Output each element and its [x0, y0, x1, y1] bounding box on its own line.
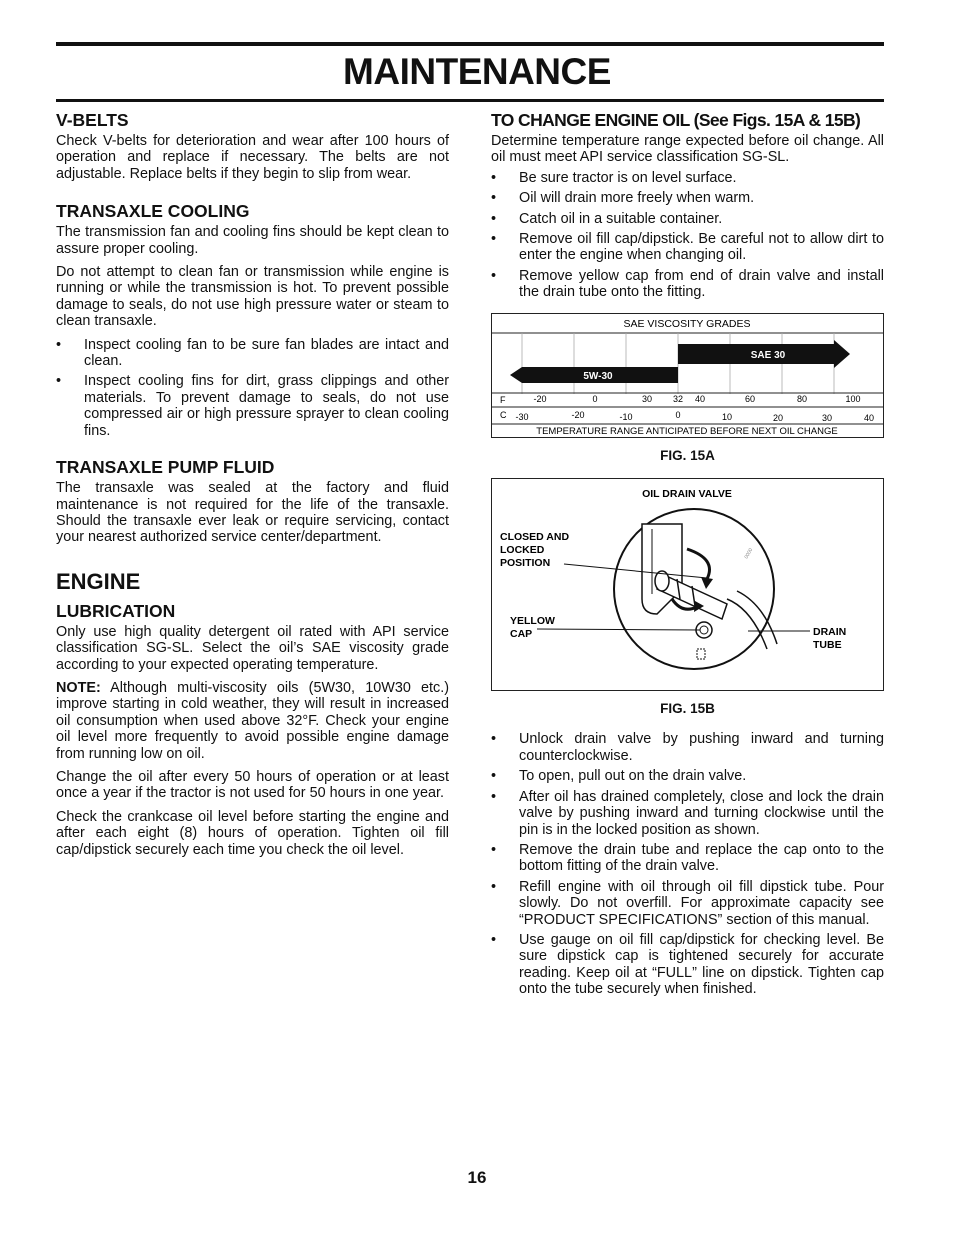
cooling-paragraph-1: The transmission fan and cooling fins should be kept clean to assure proper cooling. — [56, 224, 449, 257]
list-item: • Oil will drain more freely when warm. — [491, 190, 884, 206]
note-paragraph — [56, 680, 449, 762]
list-item: • Remove oil fill cap/dipstick. Be careful not to allow dirt to enter the engine when changing oil. — [491, 231, 884, 264]
list-item: • Use gauge on oil fill cap/dipstick for checking level. Be sure dipstick cap is tightened securely for accurate reading. Keep oil at “FULL” line on dipstick. Tighten cap onto the tube securely when finished. — [491, 932, 884, 998]
lubrication-paragraph: Only use high quality detergent oil rated with API service classification SG-SL. Select the oil’s SAE viscosity grade according to your expected operating temperature. — [56, 623, 449, 673]
header-rule-bottom — [56, 99, 884, 102]
f-tick: -20 — [533, 393, 547, 404]
closed-locked-label: CLOSED AND LOCKED POSITION — [500, 531, 570, 570]
list-item: • Inspect cooling fins for dirt, grass clippings and other materials. To prevent damage to seals, do not use compressed air or high pressure sprayer to clean cooling fins. — [56, 373, 449, 439]
note-label: NOTE: — [56, 679, 101, 696]
c-tick: -20 — [571, 409, 585, 420]
list-item: • Remove the drain tube and replace the cap onto to the bottom fitting of the drain valve. — [491, 842, 884, 875]
drain-tube-label: DRAIN TUBE — [813, 626, 847, 652]
list-item: • Catch oil in a suitable container. — [491, 211, 884, 227]
left-column — [56, 110, 449, 865]
list-item: • Refill engine with oil through oil fill dipstick tube. Pour slowly. Do not overfill. For approximate capacity see “PRODUCT SPECIFICATIONS” section of this manual. — [491, 879, 884, 928]
f-tick: 32 — [672, 393, 684, 404]
change-oil-intro: Determine temperature range expected before oil change. All oil must meet API service classification SG-SL. — [491, 133, 884, 166]
note-text: Although multi-viscosity oils (5W30, 10W30 etc.) improve starting in cold weather, they will result in increased oil consumption when used above 32°F. Check your engine oil level more frequently to avoid possible engine damage from running low on oil. — [56, 679, 449, 762]
pump-fluid-paragraph: The transaxle was sealed at the factory and fluid maintenance is not required for the life of the transaxle. Should the transaxle ever leak or require servicing, contact your nearest authorized service center/department. — [56, 480, 449, 546]
crankcase-check-paragraph: Check the crankcase oil level before starting the engine and after each eight (8) hours of operation. Tighten oil fill cap/dipstick securely each time you check the oil level. — [56, 808, 449, 858]
fig-15b-caption: FIG. 15B — [660, 701, 715, 717]
cooling-bullet-list — [56, 337, 449, 439]
c-tick: 40 — [863, 412, 875, 423]
list-item: • Remove yellow cap from end of drain valve and install the drain tube onto the fitting. — [491, 268, 884, 301]
change-engine-oil-heading: TO CHANGE ENGINE OIL (See Figs. 15A & 15B) — [491, 110, 861, 130]
c-tick: -10 — [619, 411, 633, 422]
c-tick: -30 — [515, 411, 529, 422]
change-oil-bullet-list — [491, 170, 884, 301]
cooling-paragraph-2: Do not attempt to clean fan or transmission while engine is running or while the transmission is hot. To prevent possible damage to seals, do not use high pressure water or steam to clean transaxle. — [56, 264, 449, 330]
transaxle-pump-fluid-heading: TRANSAXLE PUMP FLUID — [56, 457, 275, 478]
drain-steps-bullet-list — [491, 731, 884, 997]
bar-5w30-label: 5W-30 — [583, 370, 613, 382]
oil-change-interval-paragraph: Change the oil after every 50 hours of operation or at least once a year if the tractor is not used for 50 hours in one year. — [56, 768, 449, 802]
list-item: • Unlock drain valve by pushing inward and turning counterclockwise. — [491, 731, 884, 764]
f-tick: 100 — [845, 393, 861, 404]
viscosity-chart — [491, 313, 884, 438]
c-tick: 0 — [675, 409, 681, 420]
yellow-cap-label: YELLOW CAP — [510, 615, 555, 641]
lubrication-heading: LUBRICATION — [56, 600, 176, 621]
header-rule-top — [56, 42, 884, 46]
c-tick: 30 — [821, 412, 833, 423]
vbelts-heading: V-BELTS — [56, 110, 129, 130]
list-item: • Inspect cooling fan to be sure fan blades are intact and clean. — [56, 337, 449, 370]
page-number: 16 — [467, 1168, 487, 1187]
c-tick: 20 — [772, 412, 784, 423]
f-tick: 80 — [796, 393, 808, 404]
celsius-label: C — [500, 409, 507, 420]
oil-drain-valve-title: OIL DRAIN VALVE — [642, 488, 732, 501]
engine-heading: ENGINE — [56, 568, 141, 594]
f-tick: 0 — [592, 393, 598, 404]
svg-text:0000: 0000 — [743, 547, 755, 561]
list-item: • To open, pull out on the drain valve. — [491, 768, 884, 784]
c-tick: 10 — [721, 411, 733, 422]
oil-drain-valve-figure — [491, 478, 884, 691]
vbelts-paragraph: Check V-belts for deterioration and wear after 100 hours of operation and replace if necessary. The belts are not adjustable. Replace belts if they begin to slip from wear. — [56, 133, 449, 182]
list-item: • After oil has drained completely, close and lock the drain valve by pushing inward and turning clockwise until the pin is in the locked position as shown. — [491, 789, 884, 838]
right-column — [491, 110, 884, 1004]
chart-footer: TEMPERATURE RANGE ANTICIPATED BEFORE NEXT OIL CHANGE — [536, 425, 838, 437]
f-tick: 60 — [744, 393, 756, 404]
page-title: MAINTENANCE — [343, 51, 611, 92]
fahrenheit-label: F — [500, 394, 506, 405]
f-tick: 30 — [641, 393, 653, 404]
f-tick: 40 — [694, 393, 706, 404]
list-item: • Be sure tractor is on level surface. — [491, 170, 884, 186]
fig-15a-caption: FIG. 15A — [660, 447, 715, 463]
viscosity-chart-title: SAE VISCOSITY GRADES — [623, 317, 751, 330]
transaxle-cooling-heading: TRANSAXLE COOLING — [56, 201, 250, 222]
bar-sae30-label: SAE 30 — [750, 349, 786, 361]
